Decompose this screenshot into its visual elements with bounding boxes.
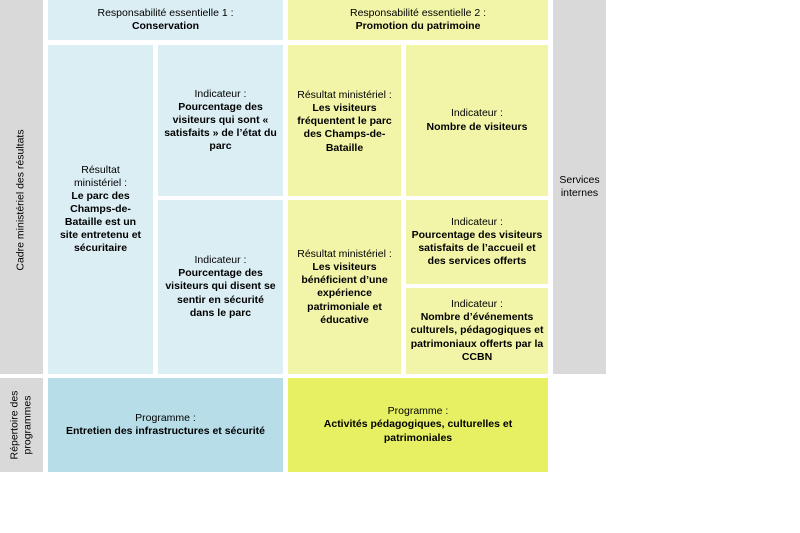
result-frequent-label: Résultat ministériel : [297,89,392,101]
indicator-welcome [406,200,548,284]
indicator-feel-safe-label: Indicateur : [194,254,247,267]
cadre-label: Cadre ministériel des résultats [14,129,27,271]
result-conservation [48,45,153,374]
re2-title: Promotion du patrimoine [355,20,481,32]
re2-header [288,0,548,40]
indicator-welcome-label: Indicateur : [451,215,503,228]
program-activities [288,378,548,472]
result-experience [288,200,401,374]
indicator-satisfied-state-label: Indicateur : [194,87,247,100]
re1-title: Conservation [131,20,200,32]
re1-label: Responsabilité essentielle 1 : [97,6,234,19]
services-internes [553,0,606,374]
indicator-satisfied-state [158,45,283,196]
result-frequent [288,45,401,196]
re2-label: Responsabilité essentielle 2 : [350,6,486,19]
result-conservation-text: Le parc des Champs-de-Bataille est un site entretenu et sécuritaire [59,189,142,255]
result-frequent-text: Les visiteurs fréquentent le parc des Champs-de-Bataille [297,102,392,154]
repertoire-label: Répertoire des programmes [8,390,33,460]
indicator-feel-safe-text: Pourcentage des visiteurs qui disent se sentir en sécurité dans le parc [165,267,276,319]
indicator-visitors [406,45,548,196]
indicator-welcome-text: Pourcentage des visiteurs satisfaits de l’accueil et des services offerts [411,228,543,268]
result-experience-text: Les visiteurs bénéficient d’une expérience patrimoniale et éducative [301,261,388,326]
program-activities-label: Programme : [387,405,449,418]
result-conservation-label: Résultat ministériel : [73,163,128,189]
indicator-feel-safe [158,200,283,374]
program-activities-text: Activités pédagogiques, culturelles et patrimoniales [323,418,513,444]
indicator-visitors-label: Indicateur : [451,107,503,120]
indicator-events [406,288,548,374]
services-internes-label: Services internes [559,173,600,199]
program-infra [48,378,283,472]
re1-header [48,0,283,40]
indicator-events-text: Nombre d’événements culturels, pédagogiques et patrimoniaux offerts par la CCBN [410,311,544,363]
indicator-satisfied-state-text: Pourcentage des visiteurs qui sont « satisfaits » de l’état du parc [164,100,277,153]
indicator-events-label: Indicateur : [451,298,503,311]
indicator-visitors-text: Nombre de visiteurs [426,120,528,133]
result-experience-label: Résultat ministériel : [297,248,392,260]
program-infra-text: Entretien des infrastructures et sécurité [66,425,265,437]
program-infra-label: Programme : [135,411,196,424]
